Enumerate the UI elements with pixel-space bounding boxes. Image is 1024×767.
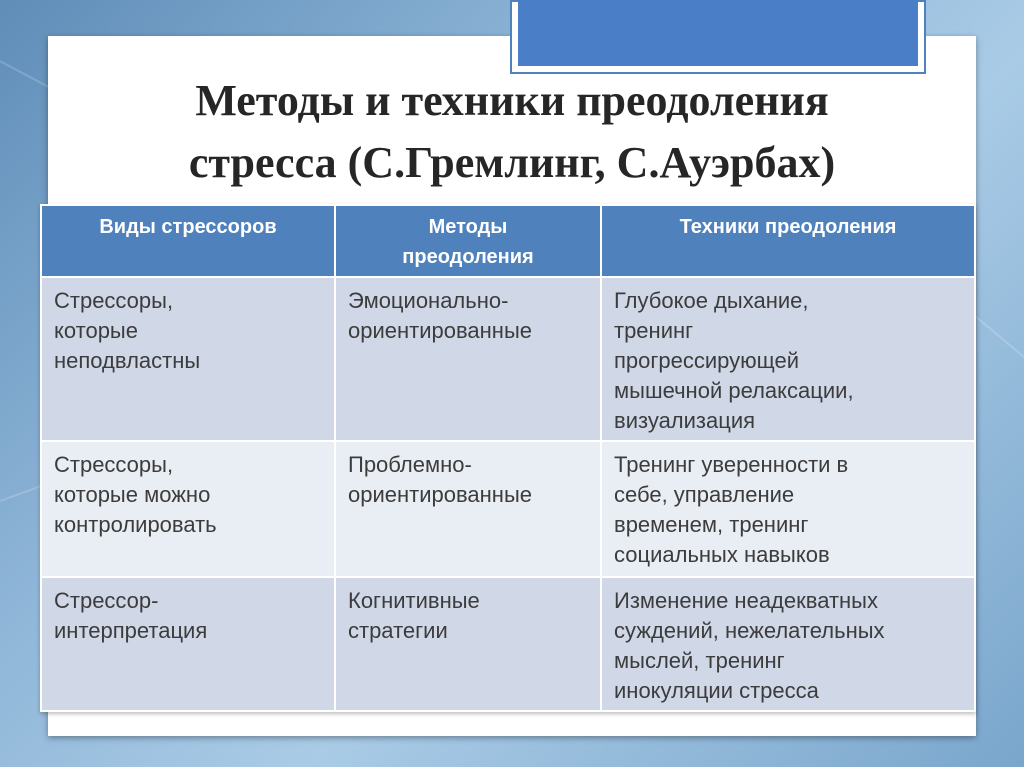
header-coping-methods: Методы преодоления	[335, 205, 601, 277]
cell-stressor: Стрессоры, которые можно контролировать	[41, 441, 335, 577]
header-stressor-types: Виды стрессоров	[41, 205, 335, 277]
table-row	[41, 577, 975, 711]
accent-block	[518, 0, 918, 66]
slide-title-line2: стресса (С.Гремлинг, С.Ауэрбах)	[188, 138, 836, 187]
header-coping-techniques: Техники преодоления	[601, 205, 975, 277]
cell-technique: Тренинг уверенности в себе, управление временем, тренинг социальных навыков	[601, 441, 975, 577]
cell-stressor: Стрессоры, которые неподвластны	[41, 277, 335, 441]
table-header-row	[41, 205, 975, 277]
stress-coping-table	[40, 204, 976, 712]
cell-technique: Глубокое дыхание, тренинг прогрессирующей мышечной релаксации, визуализация	[601, 277, 975, 441]
cell-method: Эмоционально- ориентированные	[335, 277, 601, 441]
slide-title	[48, 70, 976, 194]
cell-stressor: Стрессор- интерпретация	[41, 577, 335, 711]
cell-technique: Изменение неадекватных суждений, нежелательных мыслей, тренинг инокуляции стресса	[601, 577, 975, 711]
table-row	[41, 277, 975, 441]
cell-method: Проблемно- ориентированные	[335, 441, 601, 577]
table-row	[41, 441, 975, 577]
slide-title-line1: Методы и техники преодоления	[195, 76, 829, 125]
cell-method: Когнитивные стратегии	[335, 577, 601, 711]
